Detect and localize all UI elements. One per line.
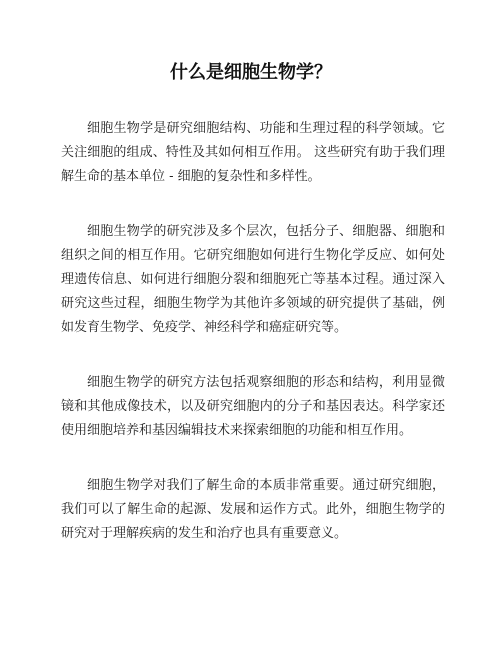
paragraph-intro: 细胞生物学是研究细胞结构、功能和生理过程的科学领域。它关注细胞的组成、特性及其如何相互作用。 这些研究有助于我们理解生命的基本单位 - 细胞的复杂性和多样性。 — [61, 121, 445, 184]
paragraph-research-methods: 细胞生物学的研究方法包括观察细胞的形态和结构，利用显微镜和其他成像技术，以及研究细胞内的分子和基因表达。科学家还使用细胞培养和基因编辑技术来探索细胞的功能和相互作用。 — [61, 375, 445, 438]
paragraph-research-levels: 细胞生物学的研究涉及多个层次，包括分子、细胞器、细胞和组织之间的相互作用。它研究细胞如何进行生物化学反应、如何处理遗传信息、如何进行细胞分裂和细胞死亡等基本过程。通过深入研究这些过程，细胞生物学为其他许多领域的研究提供了基础，例如发育生物学、免疫学、神经科学和癌症研究等。 — [61, 224, 445, 335]
page-title: 什么是细胞生物学？ — [170, 62, 332, 83]
paragraph-importance: 细胞生物学对我们了解生命的本质非常重要。通过研究细胞，我们可以了解生命的起源、发展和运作方式。此外，细胞生物学的研究对于理解疾病的发生和治疗也具有重要意义。 — [61, 478, 445, 541]
